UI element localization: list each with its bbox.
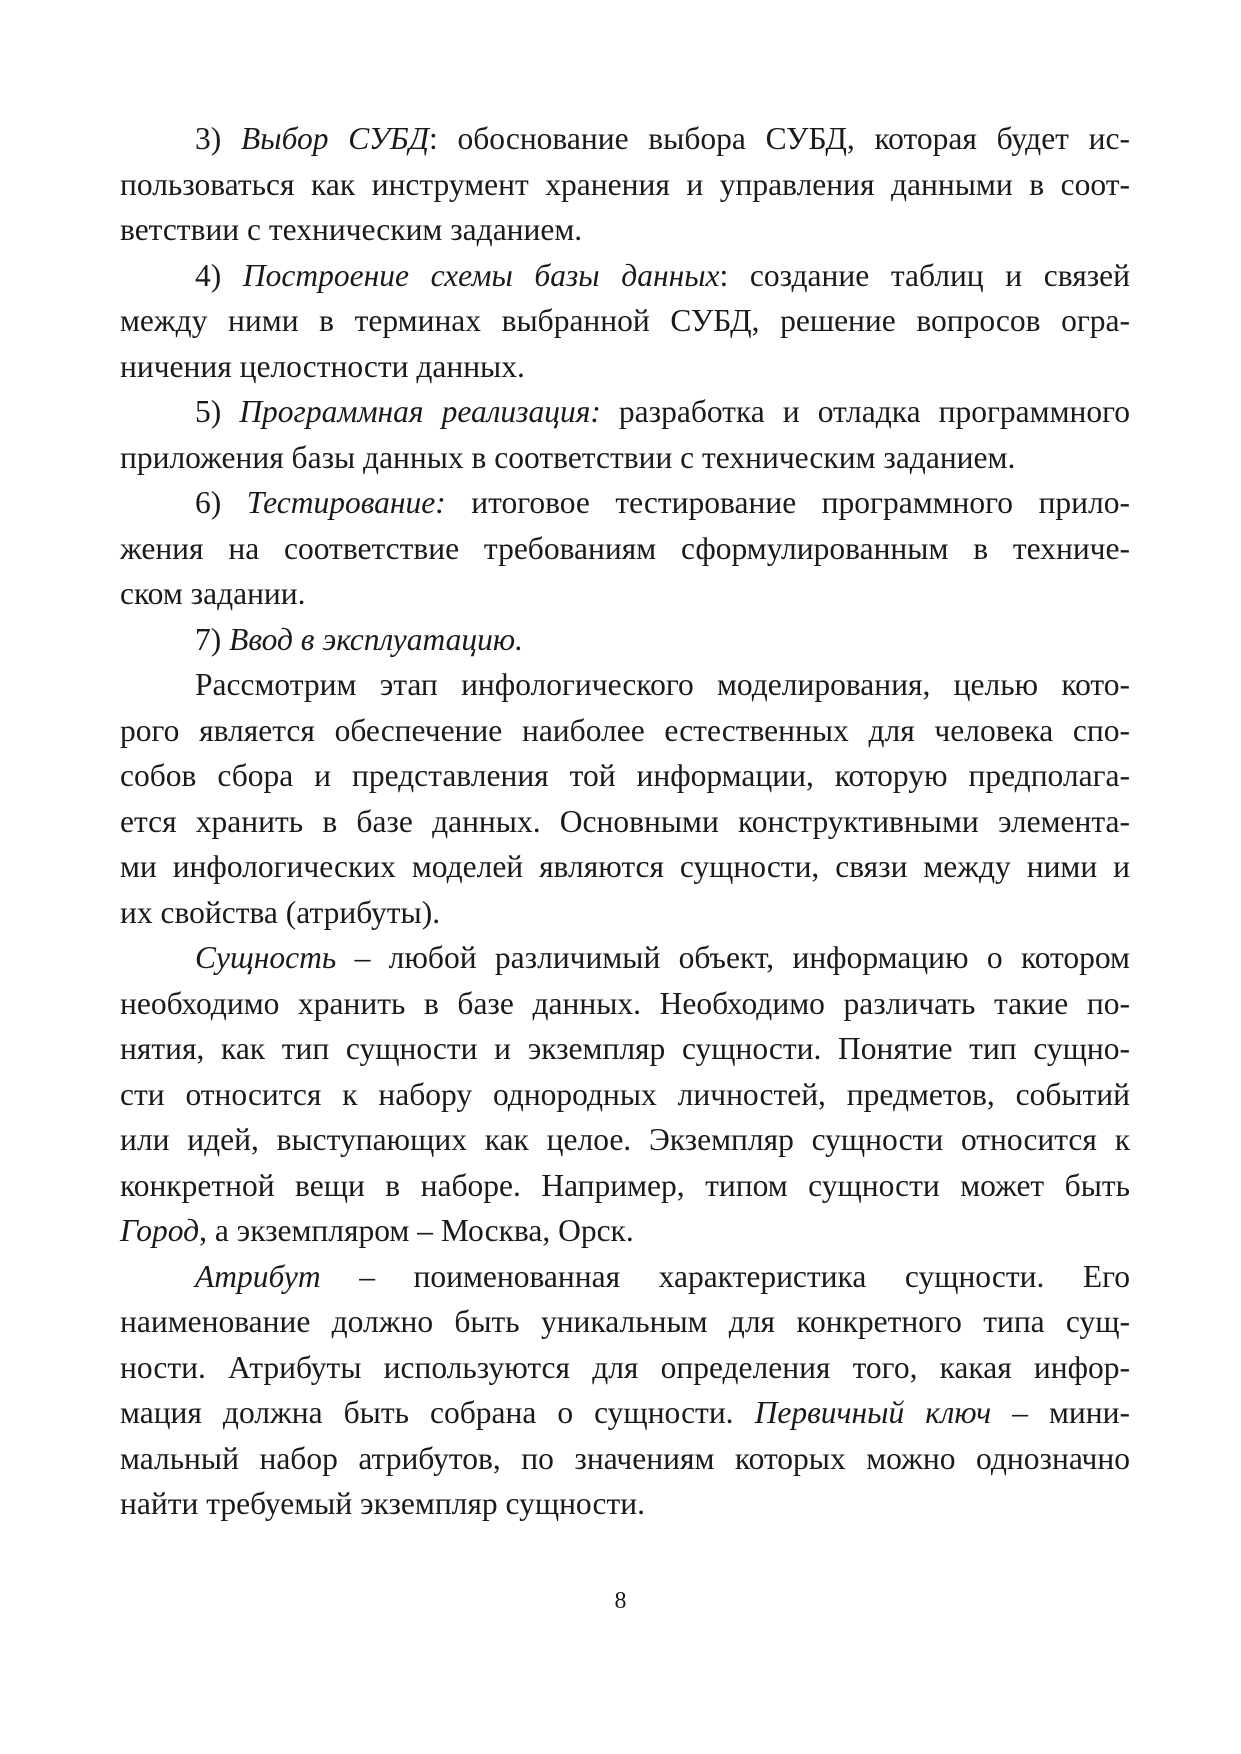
item-number: 4) xyxy=(195,257,222,293)
text-line: – любой различимый объект, информацию о котором xyxy=(336,940,1130,975)
text-line: мальный набор атрибутов, по значениям которых можно однозначно xyxy=(120,1440,1130,1476)
term: Первичный ключ xyxy=(754,1395,992,1430)
term: Построение схемы базы данных xyxy=(242,257,720,293)
text-line: необходимо хранить в базе данных. Необходимо различать такие по- xyxy=(120,985,1130,1021)
text-line: итоговое тестирование программного прило- xyxy=(445,485,1130,520)
term: Выбор СУБД xyxy=(241,121,430,156)
text-line: – мини- xyxy=(991,1395,1130,1430)
text-line: ми инфологических моделей являются сущности, связи между ними и xyxy=(120,849,1130,884)
text-line: наименование должно быть уникальным для конкретного типа сущ- xyxy=(120,1304,1130,1339)
text-line: – поименованная характеристика сущности. Его xyxy=(320,1258,1130,1294)
text-line: или идей, выступающих как целое. Экземпляр сущности относится к xyxy=(120,1122,1130,1157)
list-item-5 xyxy=(120,389,1130,480)
text-line: нятия, как тип сущности и экземпляр сущности. Понятие тип сущно- xyxy=(120,1031,1130,1066)
term: Программная реализация: xyxy=(239,394,601,429)
item-number: 3) xyxy=(195,121,222,156)
text-line: мация должна быть собрана о сущности. xyxy=(120,1395,755,1430)
list-item-3 xyxy=(120,116,1130,253)
page-number: 8 xyxy=(614,1588,627,1614)
text-line: Рассмотрим этап инфологического моделирования, целью кото- xyxy=(195,667,1130,702)
text-line: жения на соответствие требованиям сформулированным в техниче- xyxy=(120,530,1130,566)
text-line: : обоснование выбора СУБД, которая будет ис- xyxy=(429,121,1130,156)
text-line: найти требуемый экземпляр сущности. xyxy=(120,1486,645,1521)
paragraph-entity xyxy=(120,935,1130,1254)
text-line: приложения базы данных в соответствии с техническим заданием. xyxy=(120,439,1016,475)
text-line: , а экземпляром – Москва, Орск. xyxy=(199,1213,634,1248)
text-line: конкретной вещи в наборе. Например, типом сущности может быть xyxy=(120,1167,1130,1203)
text-line: сти относится к набору однородных личностей, предметов, событий xyxy=(120,1076,1130,1112)
item-number: 6) xyxy=(195,485,222,520)
list-item-4 xyxy=(120,253,1130,390)
text-line: их свойства (атрибуты). xyxy=(120,894,441,930)
text-line: ется хранить в базе данных. Основными конструктивными элемента- xyxy=(120,803,1130,839)
term: Атрибут xyxy=(195,1258,321,1294)
term: Сущность xyxy=(195,940,337,975)
text-line: ветствии с техническим заданием. xyxy=(120,212,583,247)
paragraph-infological xyxy=(120,662,1130,935)
item-number: 7) xyxy=(195,621,222,657)
term: Тестирование: xyxy=(246,485,446,520)
text-line: собов сбора и представления той информации, которую предполага- xyxy=(120,758,1130,793)
text-line: пользоваться как инструмент хранения и управления данными в соот- xyxy=(120,166,1130,202)
text-line: ности. Атрибуты используются для определения того, какая инфор- xyxy=(120,1349,1130,1385)
text-line: ничения целостности данных. xyxy=(120,348,525,384)
page-body xyxy=(120,116,1130,1527)
text-line: : создание таблиц и связей xyxy=(719,257,1130,293)
term: Ввод в эксплуатацию. xyxy=(229,621,523,657)
item-number: 5) xyxy=(195,394,222,429)
text-line: разработка и отладка программного xyxy=(600,394,1130,429)
paragraph-attribute xyxy=(120,1254,1130,1527)
text-line: рого является обеспечение наиболее естественных для человека спо- xyxy=(120,712,1130,748)
text-line: между ними в терминах выбранной СУБД, решение вопросов огра- xyxy=(120,303,1130,338)
term: Город xyxy=(120,1213,200,1248)
text-line: ском задании. xyxy=(120,576,306,611)
list-item-6 xyxy=(120,480,1130,617)
list-item-7 xyxy=(120,617,1130,663)
